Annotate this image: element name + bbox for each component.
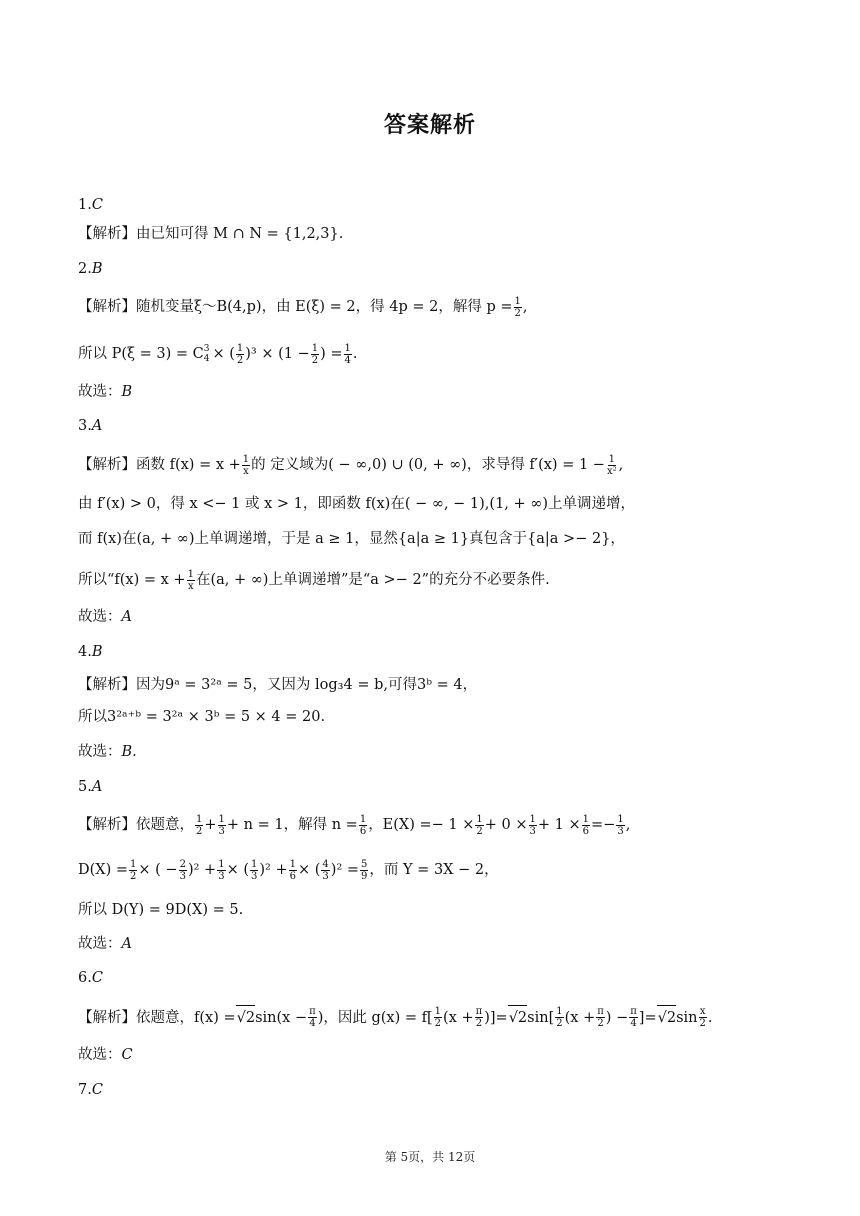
q6-answer: C — [91, 970, 103, 986]
q3-answer: A — [91, 418, 103, 434]
q5-line1: 【解析】 依题意， $\frac{1}{2}$ + $\frac{1}{3}$ + n = 1，解得 n = $\frac{1}{6}$ ，E(X) =− 1 × $\frac{1}{2}$ + 0 × $\frac{1}{3}$ + 1 × $\frac{1}{6}$ =− $\frac{1}{3}$ , — [78, 813, 631, 837]
page-footer: 第 5页，共 12页 — [384, 1150, 476, 1164]
q5-heading: 5. A — [78, 775, 102, 799]
q3-conclusion: 故选： A — [78, 609, 132, 625]
q2-answer: B — [91, 261, 103, 277]
q4-line2: 所以3²ᵃ⁺ᵇ = 3²ᵃ × 3ᵇ = 5 × 4 = 20. — [78, 709, 326, 725]
q3-heading: 3. A — [78, 414, 102, 438]
q6-line1: 【解析】 依题意，f(x) = √2 sin (x − $\frac{\pi}{4}$ ) ，因此 g(x) = f [ $\frac{1}{2}$ (x + $\frac{\pi}{2}$ )] = √2 sin [ $\frac{1}{2}$ (x + $\frac{\pi}{2}$ ) − $\frac{\pi}{4}$ ] = √2 sin $\frac{x}{2}$ . — [78, 1006, 713, 1029]
q2-conclusion: 故选： B — [78, 384, 133, 400]
q4-answer: B — [91, 644, 103, 660]
page-title: 答案解析 — [383, 113, 476, 138]
q4-line1: 【解析】 因为9ᵃ = 3²ᵃ = 5，又因为 log₃4 = b,可得3ᵇ = 4， — [78, 677, 478, 693]
q7-answer: C — [91, 1082, 103, 1098]
q5-answer: A — [91, 779, 103, 795]
q2-line2: 所以 P(ξ = 3) = C 3 4 × ( $\frac{1}{2}$ )³ × (1 − $\frac{1}{2}$ ) = $\frac{1}{4}$ . — [78, 342, 358, 366]
q2-line1: 【解析】 随机变量ξ～B(4,p)，由 E(ξ) = 2，得 4p = 2，解得 p = $\frac{1}{2}$ , — [78, 295, 528, 319]
q1-explanation: 【解析】 由已知可得 M ∩ N = {1,2,3}. — [78, 226, 344, 242]
q3-line1: 【解析】 函数 f(x) = x + $\frac{1}{x}$ 的 定义域为( − ∞,0) ∪ (0, + ∞)，求导得 f′(x) = 1 − $\frac{1}{\text{x²}}$ , — [78, 453, 624, 477]
q5-line2: D(X) = $\frac{1}{2}$ × ( − $\frac{2}{3}$ )² + $\frac{1}{3}$ × ( $\frac{1}{3}$ )² + $\frac{1}{6}$ × ( $\frac{4}{3}$ )² = $\frac{5}{9}$ ，而 Y = 3X − 2， — [78, 858, 499, 882]
q6-heading: 6. C — [78, 966, 103, 990]
q6-conclusion: 故选： C — [78, 1047, 133, 1063]
q7-heading: 7. C — [78, 1078, 103, 1102]
q5-conclusion: 故选： A — [78, 936, 132, 952]
q4-conclusion: 故选： B. — [78, 744, 137, 760]
q2-heading: 2. B — [78, 257, 103, 281]
fraction: $\frac{1}{2}$ — [514, 295, 521, 319]
q3-line3: 而 f(x)在(a, + ∞)上单调递增，于是 a ≥ 1，显然{a|a ≥ 1}真包含于{a|a >− 2}， — [78, 531, 625, 547]
q3-line4: 所以“f(x) = x + $\frac{1}{x}$ 在(a, + ∞)上单调递增”是“a >− 2”的充分不必要条件. — [78, 568, 550, 592]
q1-heading: 1. C — [78, 193, 103, 217]
q3-line2: 由 f′(x) > 0，得 x <− 1 或 x > 1，即函数 f(x)在( − ∞, − 1),(1, + ∞)上单调递增， — [78, 496, 636, 512]
q1-answer: C — [91, 197, 103, 213]
q5-line3: 所以 D(Y) = 9D(X) = 5. — [78, 902, 244, 918]
q4-heading: 4. B — [78, 640, 103, 664]
